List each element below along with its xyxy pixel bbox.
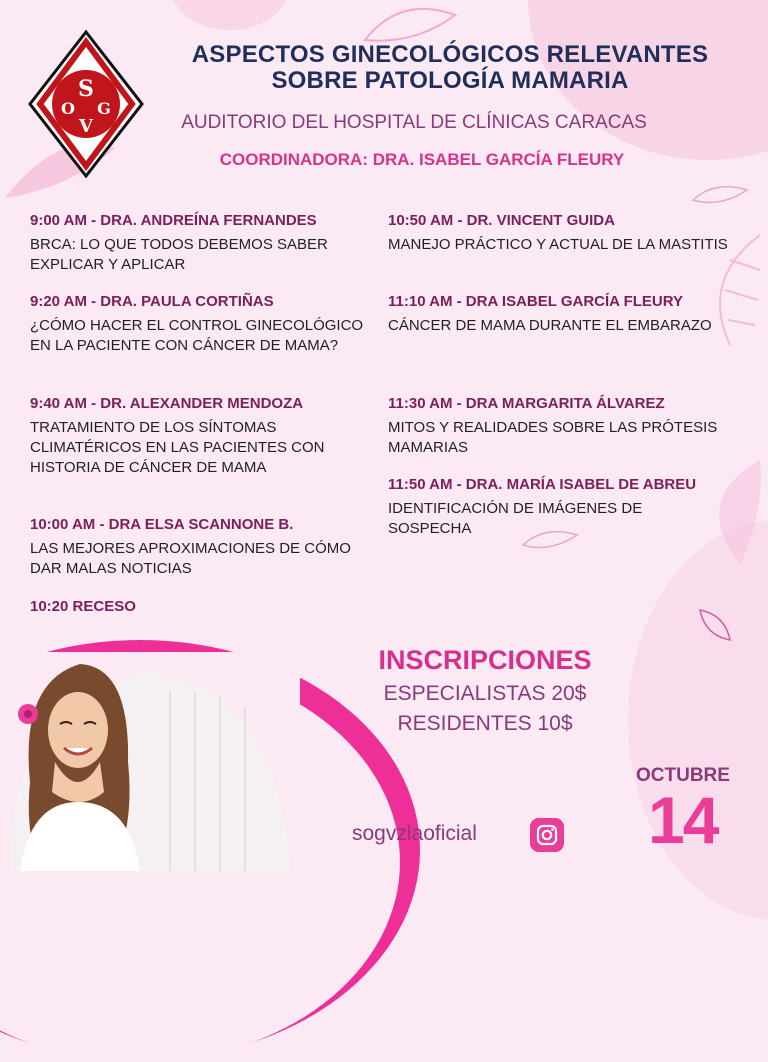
schedule-item: [388, 212, 728, 255]
woman-portrait-image: [0, 652, 300, 871]
svg-text:O: O: [61, 99, 75, 118]
schedule-time-speaker: 11:50 AM - DRA. MARÍA ISABEL DE ABREU: [388, 476, 697, 493]
schedule-break: 10:20 RECESO: [30, 598, 136, 615]
schedule-item: [30, 293, 380, 356]
instagram-icon[interactable]: [530, 818, 564, 852]
event-title-line1: ASPECTOS GINECOLÓGICOS RELEVANTES: [191, 41, 709, 68]
schedule-topic: MITOS Y REALIDADES SOBRE LAS PRÓTESIS MAMARIAS: [388, 419, 718, 456]
schedule-topic: BRCA: LO QUE TODOS DEBEMOS SABER EXPLICAR Y APLICAR: [30, 236, 328, 273]
schedule-time-speaker: 11:10 AM - DRA ISABEL GARCÍA FLEURY: [388, 293, 684, 310]
schedule-time-speaker: 9:20 AM - DRA. PAULA CORTIÑAS: [30, 293, 274, 310]
schedule-item: [30, 395, 380, 478]
svg-text:V: V: [79, 116, 93, 137]
event-header: [150, 42, 750, 94]
background-blob: [170, 0, 290, 30]
registration-block: [330, 645, 640, 736]
schedule-topic: IDENTIFICACIÓN DE IMÁGENES DE SOSPECHA: [388, 500, 643, 537]
schedule-item: [388, 395, 728, 458]
event-title-line2: SOBRE PATOLOGÍA MAMARIA: [271, 67, 629, 94]
svg-text:G: G: [97, 99, 111, 118]
schedule-topic: MANEJO PRÁCTICO Y ACTUAL DE LA MASTITIS: [388, 236, 728, 253]
schedule-topic: CÁNCER DE MAMA DURANTE EL EMBARAZO: [388, 317, 712, 334]
schedule-time-speaker: 11:30 AM - DRA MARGARITA ÁLVAREZ: [388, 395, 665, 412]
leaf-decoration-icon: [690, 180, 750, 210]
registration-title: INSCRIPCIONES: [378, 645, 592, 675]
schedule-item: [30, 598, 380, 621]
event-coordinator: COORDINADORA: DRA. ISABEL GARCÍA FLEURY: [219, 150, 625, 169]
schedule-topic: ¿CÓMO HACER EL CONTROL GINECOLÓGICO EN LA PACIENTE CON CÁNCER DE MAMA?: [30, 317, 364, 354]
event-month: OCTUBRE: [636, 765, 730, 786]
price-specialists: ESPECIALISTAS 20$: [383, 682, 587, 705]
social-handle[interactable]: sogvzlaoficial: [352, 822, 477, 845]
schedule-time-speaker: 10:00 AM - DRA ELSA SCANNONE B.: [30, 516, 294, 533]
leaf-decoration-icon: [695, 605, 735, 645]
event-day: 14: [648, 783, 718, 857]
svg-text:S: S: [78, 76, 94, 102]
sogv-logo: [28, 30, 144, 178]
schedule-item: [30, 516, 380, 579]
background-blob: [628, 520, 768, 920]
schedule-topic: LAS MEJORES APROXIMACIONES DE CÓMO DAR MALAS NOTICIAS: [30, 540, 351, 577]
schedule-time-speaker: 10:50 AM - DR. VINCENT GUIDA: [388, 212, 615, 229]
schedule-time-speaker: 9:40 AM - DR. ALEXANDER MENDOZA: [30, 395, 304, 412]
schedule-topic: TRATAMIENTO DE LOS SÍNTOMAS CLIMATÉRICOS EN LAS PACIENTES CON HISTORIA DE CÁNCER DE MAMA: [30, 419, 325, 476]
schedule-time-speaker: 9:00 AM - DRA. ANDREÍNA FERNANDES: [30, 212, 317, 229]
schedule-item: [388, 476, 728, 539]
schedule-item: [388, 293, 728, 336]
price-residents: RESIDENTES 10$: [397, 712, 573, 735]
schedule-item: [30, 212, 380, 275]
event-venue: AUDITORIO DEL HOSPITAL DE CLÍNICAS CARACAS: [181, 112, 647, 133]
